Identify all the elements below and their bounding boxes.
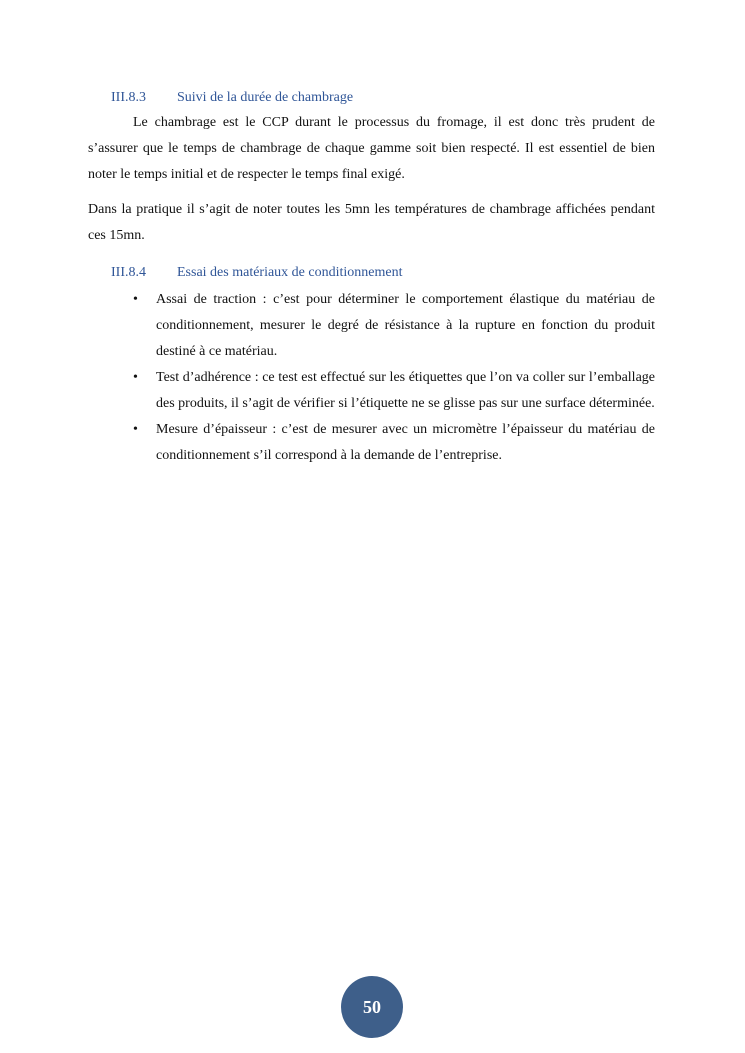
bullet-icon: • [133,422,138,437]
bullet-icon: • [133,292,138,307]
bullet-list [130,287,655,469]
paragraph: Dans la pratique il s’agit de noter toutes les 5mn les températures de chambrage affichées pendant ces 15mn. [88,202,655,243]
list-item [130,287,655,365]
page-number-badge [341,976,403,1038]
section-heading-4 [111,264,403,282]
list-item-text: Test d’adhérence : ce test est effectué sur les étiquettes que l’on va coller sur l’emballage des produits, il s’agit de vérifier si l’étiquette ne se glisse pas sur une surface déterminée. [156,370,655,411]
section-number: III.8.3 [111,90,146,105]
section-heading-3 [111,89,353,107]
list-item [130,417,655,469]
list-item-text: Assai de traction : c’est pour déterminer le comportement élastique du matériau de conditionnement, mesurer le degré de résistance à la rupture en fonction du produit destiné à ce matériau. [156,292,655,359]
section-title: Essai des matériaux de conditionnement [177,265,403,280]
section-title: Suivi de la durée de chambrage [177,90,354,105]
list-item [130,365,655,417]
page-number: 50 [363,996,381,1017]
paragraph: Le chambrage est le CCP durant le processus du fromage, il est donc très prudent de s’assurer que le temps de chambrage de chaque gamme soit bien respecté. Il est essentiel de bien noter le temps initial et de respecter le temps final exigé. [88,115,655,182]
bullet-icon: • [133,370,138,385]
list-item-text: Mesure d’épaisseur : c’est de mesurer avec un micromètre l’épaisseur du matériau de conditionnement s’il correspond à la demande de l’entreprise. [156,422,655,463]
section-number: III.8.4 [111,265,146,280]
